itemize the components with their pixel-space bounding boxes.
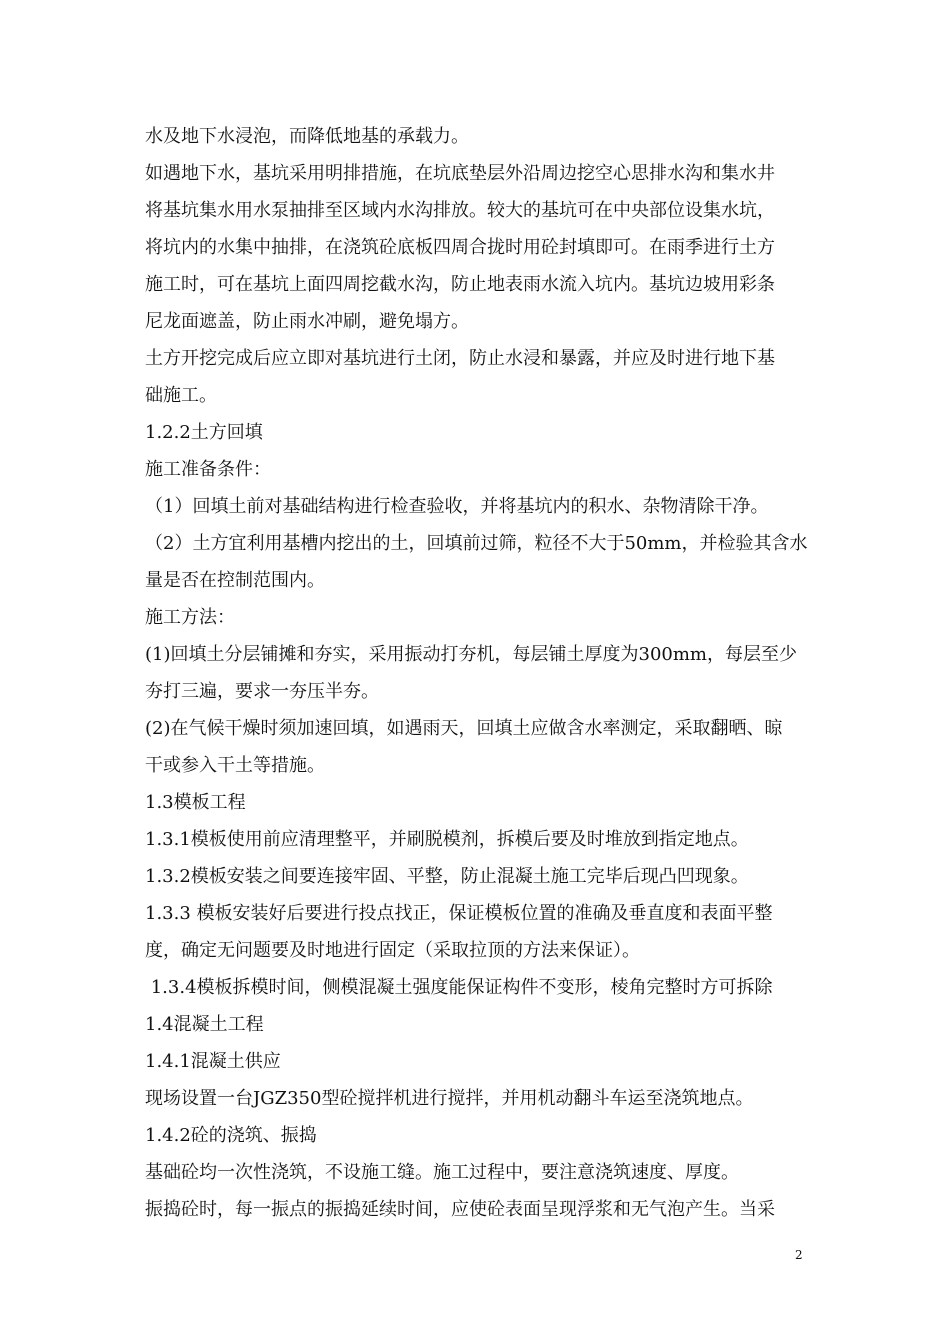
text-line-22: 1.3.3 模板安装好后要进行投点找正，保证模板位置的准确及垂直度和表面平整 [145,903,773,924]
text-line-21: 1.3.2模板安装之间要连接牢固、平整，防止混凝土施工完毕后现凸凹现象。 [145,866,749,887]
page-number: 2 [795,1248,803,1262]
text-line-18: 干或参入干土等措施。 [145,755,325,776]
text-line-3: 将基坑集水用水泵抽排至区域内水沟排放。较大的基坑可在中央部位设集水坑， [145,200,775,221]
text-line-27: 现场设置一台JGZ350型砼搅拌机进行搅拌，并用机动翻斗车运至浇筑地点。 [145,1088,754,1109]
section-heading-1-2-2: 1.2.2土方回填 [145,422,263,443]
text-line-8: 础施工。 [145,385,217,406]
section-heading-1-4-1: 1.4.1混凝土供应 [145,1051,281,1072]
text-line-16: 夯打三遍，要求一夯压半夯。 [145,681,379,702]
text-line-24: 1.3.4模板拆模时间，侧模混凝土强度能保证构件不变形，棱角完整时方可拆除 [145,977,773,998]
text-line-2: 如遇地下水，基坑采用明排措施，在坑底垫层外沿周边挖空心思排水沟和集水井 [145,163,775,184]
text-line-5: 施工时，可在基坑上面四周挖截水沟，防止地表雨水流入坑内。基坑边坡用彩条 [145,274,775,295]
text-line-15: (1)回填土分层铺摊和夯实，采用振动打夯机，每层铺土厚度为300mm，每层至少 [145,644,797,665]
text-line-17: (2)在气候干燥时须加速回填，如遇雨天，回填土应做含水率测定，采取翻晒、晾 [145,718,783,739]
text-line-23: 度，确定无问题要及时地进行固定（采取拉顶的方法来保证）。 [145,940,640,961]
text-line-29: 基础砼均一次性浇筑，不设施工缝。施工过程中，要注意浇筑速度、厚度。 [145,1162,739,1183]
text-line-30: 振捣砼时，每一振点的振捣延续时间，应使砼表面呈现浮浆和无气泡产生。当采 [145,1199,775,1220]
section-heading-1-4: 1.4混凝土工程 [145,1014,264,1035]
text-line-4: 将坑内的水集中抽排，在浇筑砼底板四周合拢时用砼封填即可。在雨季进行土方 [145,237,775,258]
text-line-14: 施工方法： [145,607,235,628]
section-heading-1-4-2: 1.4.2砼的浇筑、振捣 [145,1125,317,1146]
text-line-1: 水及地下水浸泡，而降低地基的承载力。 [145,126,469,147]
text-line-12: （2）土方宜利用基槽内挖出的土，回填前过筛，粒径不大于50mm，并检验其含水 [145,533,808,554]
section-heading-1-3: 1.3模板工程 [145,792,246,813]
text-line-13: 量是否在控制范围内。 [145,570,325,591]
text-line-10: 施工准备条件： [145,459,271,480]
text-line-11: （1）回填土前对基础结构进行检查验收，并将基坑内的积水、杂物清除干净。 [145,496,769,517]
text-line-6: 尼龙面遮盖，防止雨水冲刷，避免塌方。 [145,311,469,332]
text-line-20: 1.3.1模板使用前应清理整平，并刷脱模剂，拆模后要及时堆放到指定地点。 [145,829,749,850]
text-line-7: 土方开挖完成后应立即对基坑进行土闭，防止水浸和暴露，并应及时进行地下基 [145,348,775,369]
